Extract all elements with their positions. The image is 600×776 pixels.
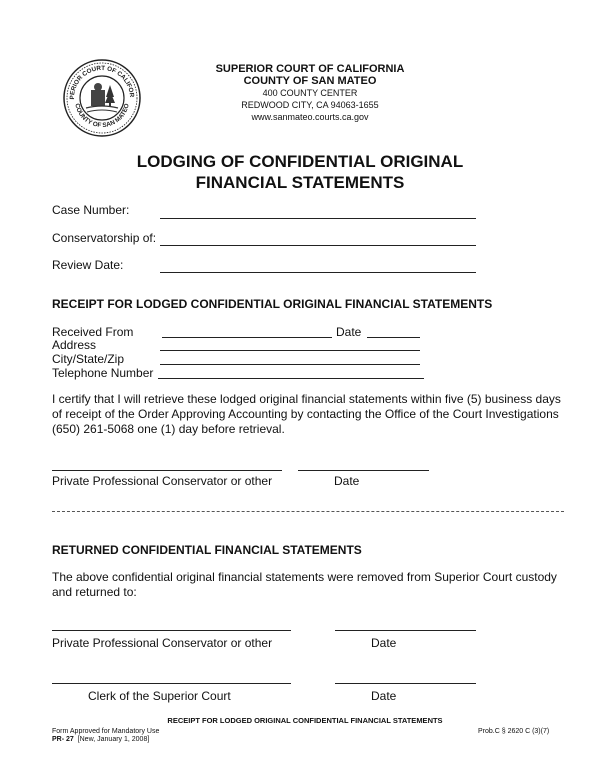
document-title (60, 151, 540, 193)
telephone-field[interactable] (158, 378, 424, 379)
returned-signature-label: Private Professional Conservator or other (52, 636, 273, 650)
returned-paragraph: The above confidential original financial statements were removed from Superior Court custody and returned to: (52, 570, 557, 599)
court-website: www.sanmateo.courts.ca.gov (251, 112, 369, 122)
conservator-signature-line[interactable] (52, 470, 282, 471)
case-number-field[interactable] (160, 218, 476, 219)
city-state-zip-field[interactable] (160, 364, 420, 365)
returned-date-label: Date (371, 636, 397, 650)
footer-statute: Prob.C § 2620 C (3)(7) (478, 728, 550, 735)
clerk-label: Clerk of the Superior Court (88, 689, 231, 703)
review-date-label: Review Date: (52, 258, 124, 272)
conservator-date-line[interactable] (298, 470, 429, 471)
form-revision: [New, January 1, 2008] (73, 736, 150, 743)
case-number-label: Case Number: (52, 203, 130, 217)
returned-section-heading: RETURNED CONFIDENTIAL FINANCIAL STATEMENTS (52, 543, 362, 557)
conservatorship-label: Conservatorship of: (52, 231, 157, 245)
address-field[interactable] (160, 350, 420, 351)
returned-signature-line[interactable] (52, 630, 291, 631)
footer-form-approval: Form Approved for Mandatory Use (52, 728, 160, 735)
court-header (190, 63, 430, 123)
court-city: REDWOOD CITY, CA 94063-1655 (241, 100, 379, 110)
review-date-field[interactable] (160, 272, 476, 273)
form-number: PR- 27 (52, 736, 74, 743)
receipt-section-heading: RECEIPT FOR LODGED CONFIDENTIAL ORIGINAL FINANCIAL STATEMENTS (52, 297, 493, 311)
receipt-date-field[interactable] (367, 337, 420, 338)
court-address: 400 COUNTY CENTER (262, 88, 358, 98)
court-seal-icon (62, 58, 142, 138)
county-name: COUNTY OF SAN MATEO (243, 75, 377, 87)
received-from-label: Received From (52, 325, 134, 339)
footer-title: RECEIPT FOR LODGED ORIGINAL CONFIDENTIAL FINANCIAL STATEMENTS (167, 716, 443, 725)
clerk-signature-line[interactable] (52, 683, 291, 684)
certification-paragraph: I certify that I will retrieve these lodged original financial statements within five (5) business days of receipt of the Order Approving Accounting by contacting the Office of the Court Investigations (650) 261-5068 one (1) day before retrieval. (52, 392, 561, 436)
clerk-date-line[interactable] (335, 683, 476, 684)
cut-line-divider (52, 511, 564, 512)
received-from-field[interactable] (162, 337, 332, 338)
returned-date-line[interactable] (335, 630, 476, 631)
receipt-date-label: Date (336, 325, 362, 339)
title-line-1: LODGING OF CONFIDENTIAL ORIGINAL (136, 152, 464, 171)
city-state-zip-label: City/State/Zip (52, 352, 125, 366)
footer-form-id (52, 735, 149, 744)
conservator-date-label: Date (334, 474, 360, 488)
conservator-signature-label: Private Professional Conservator or other (52, 474, 273, 488)
clerk-date-label: Date (371, 689, 397, 703)
address-label: Address (52, 338, 97, 352)
court-name: SUPERIOR COURT OF CALIFORNIA (215, 63, 405, 75)
title-line-2: FINANCIAL STATEMENTS (195, 173, 405, 192)
seal-text-top: PERIOR COURT OF CALIFOR (68, 64, 136, 100)
telephone-label: Telephone Number (52, 366, 154, 380)
conservatorship-field[interactable] (160, 245, 476, 246)
seal-text-bottom: COUNTY OF SAN MATEO (73, 102, 131, 130)
